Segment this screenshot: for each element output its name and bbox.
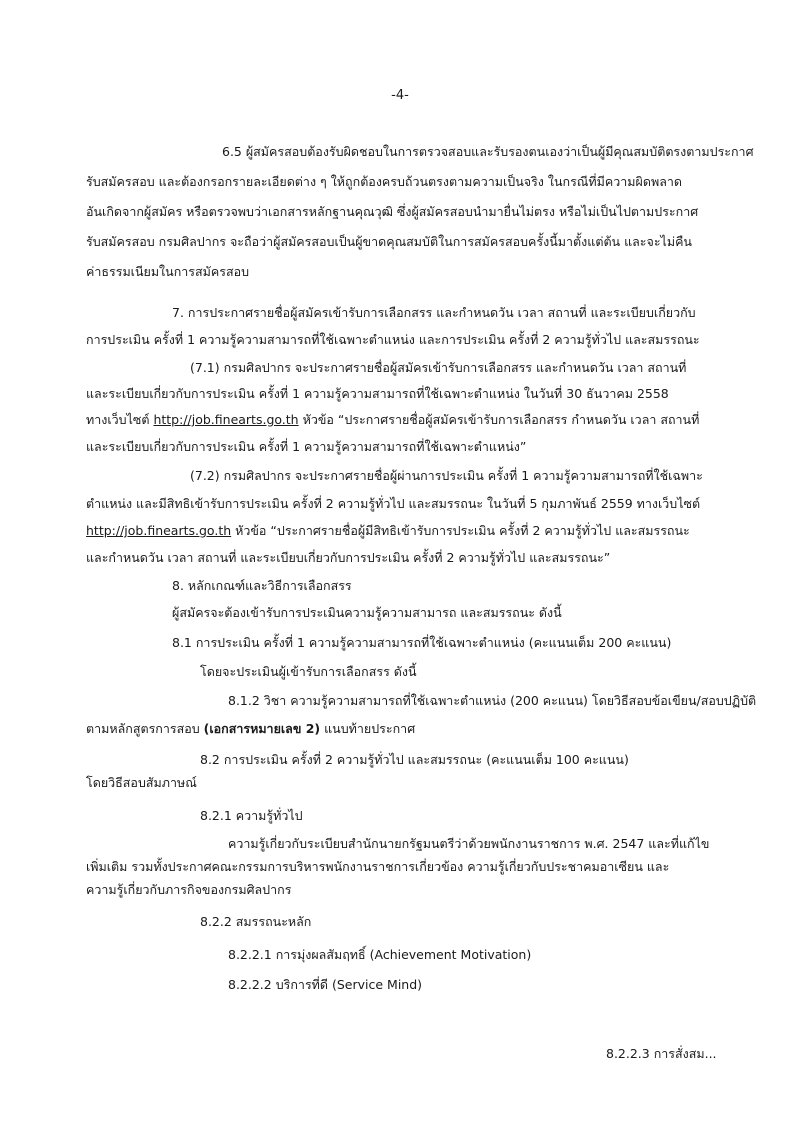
section-7-2-line-3-suffix: หัวข้อ “ประกาศรายชื่อผู้มีสิทธิเข้ารับการประเมิน ครั้งที่ 2 ความรู้ทั่วไป และสมรรถนะ <box>231 523 690 538</box>
section-6-5-line-1: 6.5 ผู้สมัครสอบต้องรับผิดชอบในการตรวจสอบและรับรองตนเองว่าเป็นผู้มีคุณสมบัติตรงตามประกาศ <box>222 144 754 159</box>
section-8-2-1-line-2: เพิ่มเติม รวมทั้งประกาศคณะกรรมการบริหารพนักงานราชการเกี่ยวข้อง ความรู้เกี่ยวกับประชาคมอาเซียน และ <box>86 859 670 874</box>
section-7-2-line-1: (7.2) กรมศิลปากร จะประกาศรายชื่อผู้ผ่านการประเมิน ครั้งที่ 1 ความรู้ความสามารถที่ใช้เฉพาะ <box>190 468 703 483</box>
section-7-1-line-3-suffix: หัวข้อ “ประกาศรายชื่อผู้สมัครเข้ารับการเลือกสรร กำหนดวัน เวลา สถานที่ <box>298 412 700 427</box>
section-7-2-line-4: และกำหนดวัน เวลา สถานที่ และระเบียบเกี่ยวกับการประเมิน ครั้งที่ 2 ความรู้ทั่วไป และสมรรถนะ” <box>86 550 611 565</box>
section-6-5-line-3: อันเกิดจากผู้สมัคร หรือตรวจพบว่าเอกสารหลักฐานคุณวุฒิ ซึ่งผู้สมัครสอบนำมายื่นไม่ตรง หรือไม่เป็นไปตามประกาศ <box>86 204 699 219</box>
section-7-1-line-2: และระเบียบเกี่ยวกับการประเมิน ครั้งที่ 1 ความรู้ความสามารถที่ใช้เฉพาะตำแหน่ง ในวันที่ 30 ธันวาคม 2558 <box>86 386 669 401</box>
section-8-1-2-line-2-prefix: ตามหลักสูตรการสอบ <box>86 721 204 736</box>
section-8-2-1-line-1: ความรู้เกี่ยวกับระเบียบสำนักนายกรัฐมนตรีว่าด้วยพนักงานราชการ พ.ศ. 2547 และที่แก้ไข <box>228 836 710 851</box>
finearts-job-link-2[interactable]: http://job.finearts.go.th <box>86 523 232 538</box>
section-6-5-line-5: ค่าธรรมเนียมในการสมัครสอบ <box>86 264 250 279</box>
continuation-marker: 8.2.2.3 การสั่งสม... <box>606 1046 717 1061</box>
section-8-1: 8.1 การประเมิน ครั้งที่ 1 ความรู้ความสามารถที่ใช้เฉพาะตำแหน่ง (คะแนนเต็ม 200 คะแนน) <box>172 635 672 650</box>
section-7-line-2: การประเมิน ครั้งที่ 1 ความรู้ความสามารถที่ใช้เฉพาะตำแหน่ง และการประเมิน ครั้งที่ 2 ความรู้ทั่วไป และสมรรถนะ <box>86 332 700 347</box>
section-8-2-line-2: โดยวิธีสอบสัมภาษณ์ <box>86 775 197 790</box>
section-6-5-line-2: รับสมัครสอบ และต้องกรอกรายละเอียดต่าง ๆ ให้ถูกต้องครบถ้วนตรงตามความเป็นจริง ในกรณีที่มีความผิดพลาด <box>86 174 683 189</box>
section-6-5-line-4: รับสมัครสอบ กรมศิลปากร จะถือว่าผู้สมัครสอบเป็นผู้ขาดคุณสมบัติในการสมัครสอบครั้งนี้มาตั้งแต่ต้น และจะไม่คืน <box>86 234 692 249</box>
section-7-1-line-3-prefix: ทางเว็บไซต์ <box>86 412 154 427</box>
section-7-line-1: 7. การประกาศรายชื่อผู้สมัครเข้ารับการเลือกสรร และกำหนดวัน เวลา สถานที่ และระเบียบเกี่ยวกับ <box>172 305 696 320</box>
section-8-2-2-title: 8.2.2 สมรรถนะหลัก <box>200 914 312 929</box>
section-7-1-line-1: (7.1) กรมศิลปากร จะประกาศรายชื่อผู้สมัครเข้ารับการเลือกสรร และกำหนดวัน เวลา สถานที่ <box>190 360 687 375</box>
section-8-1-2-line-2 <box>86 719 415 739</box>
section-7-1-line-4: และระเบียบเกี่ยวกับการประเมิน ครั้งที่ 1 ความรู้ความสามารถที่ใช้เฉพาะตำแหน่ง” <box>86 439 527 454</box>
section-8-intro: ผู้สมัครจะต้องเข้ารับการประเมินความรู้ความสามารถ และสมรรถนะ ดังนี้ <box>172 605 562 620</box>
section-8-1-2-line-1: 8.1.2 วิชา ความรู้ความสามารถที่ใช้เฉพาะตำแหน่ง (200 คะแนน) โดยวิธีสอบข้อเขียน/สอบปฏิบัติ <box>228 693 757 708</box>
section-8-2-2-2: 8.2.2.2 บริการที่ดี (Service Mind) <box>228 977 423 992</box>
section-8-2-line-1: 8.2 การประเมิน ครั้งที่ 2 ความรู้ทั่วไป และสมรรถนะ (คะแนนเต็ม 100 คะแนน) <box>200 752 629 767</box>
finearts-job-link[interactable]: http://job.finearts.go.th <box>153 412 299 427</box>
section-8-title: 8. หลักเกณฑ์และวิธีการเลือกสรร <box>172 578 352 593</box>
section-8-1-sub: โดยจะประเมินผู้เข้ารับการเลือกสรร ดังนี้ <box>200 664 417 679</box>
section-8-2-2-1: 8.2.2.1 การมุ่งผลสัมฤทธิ์ (Achievement Motivation) <box>228 947 532 962</box>
section-7-1-line-3 <box>86 410 699 430</box>
section-7-2-line-2: ตำแหน่ง และมีสิทธิเข้ารับการประเมิน ครั้งที่ 2 ความรู้ทั่วไป และสมรรถนะ ในวันที่ 5 กุมภาพันธ์ 2559 ทางเว็บไซต์ <box>86 496 701 511</box>
section-8-2-1-title: 8.2.1 ความรู้ทั่วไป <box>200 808 303 823</box>
document-number-2-ref: (เอกสารหมายเลข 2) <box>203 721 321 736</box>
section-7-2-line-3 <box>86 521 690 541</box>
page-number: -4- <box>391 88 409 103</box>
section-8-2-1-line-3: ความรู้เกี่ยวกับภารกิจของกรมศิลปากร <box>86 882 292 897</box>
section-8-1-2-line-2-suffix: แนบท้ายประกาศ <box>320 721 416 736</box>
